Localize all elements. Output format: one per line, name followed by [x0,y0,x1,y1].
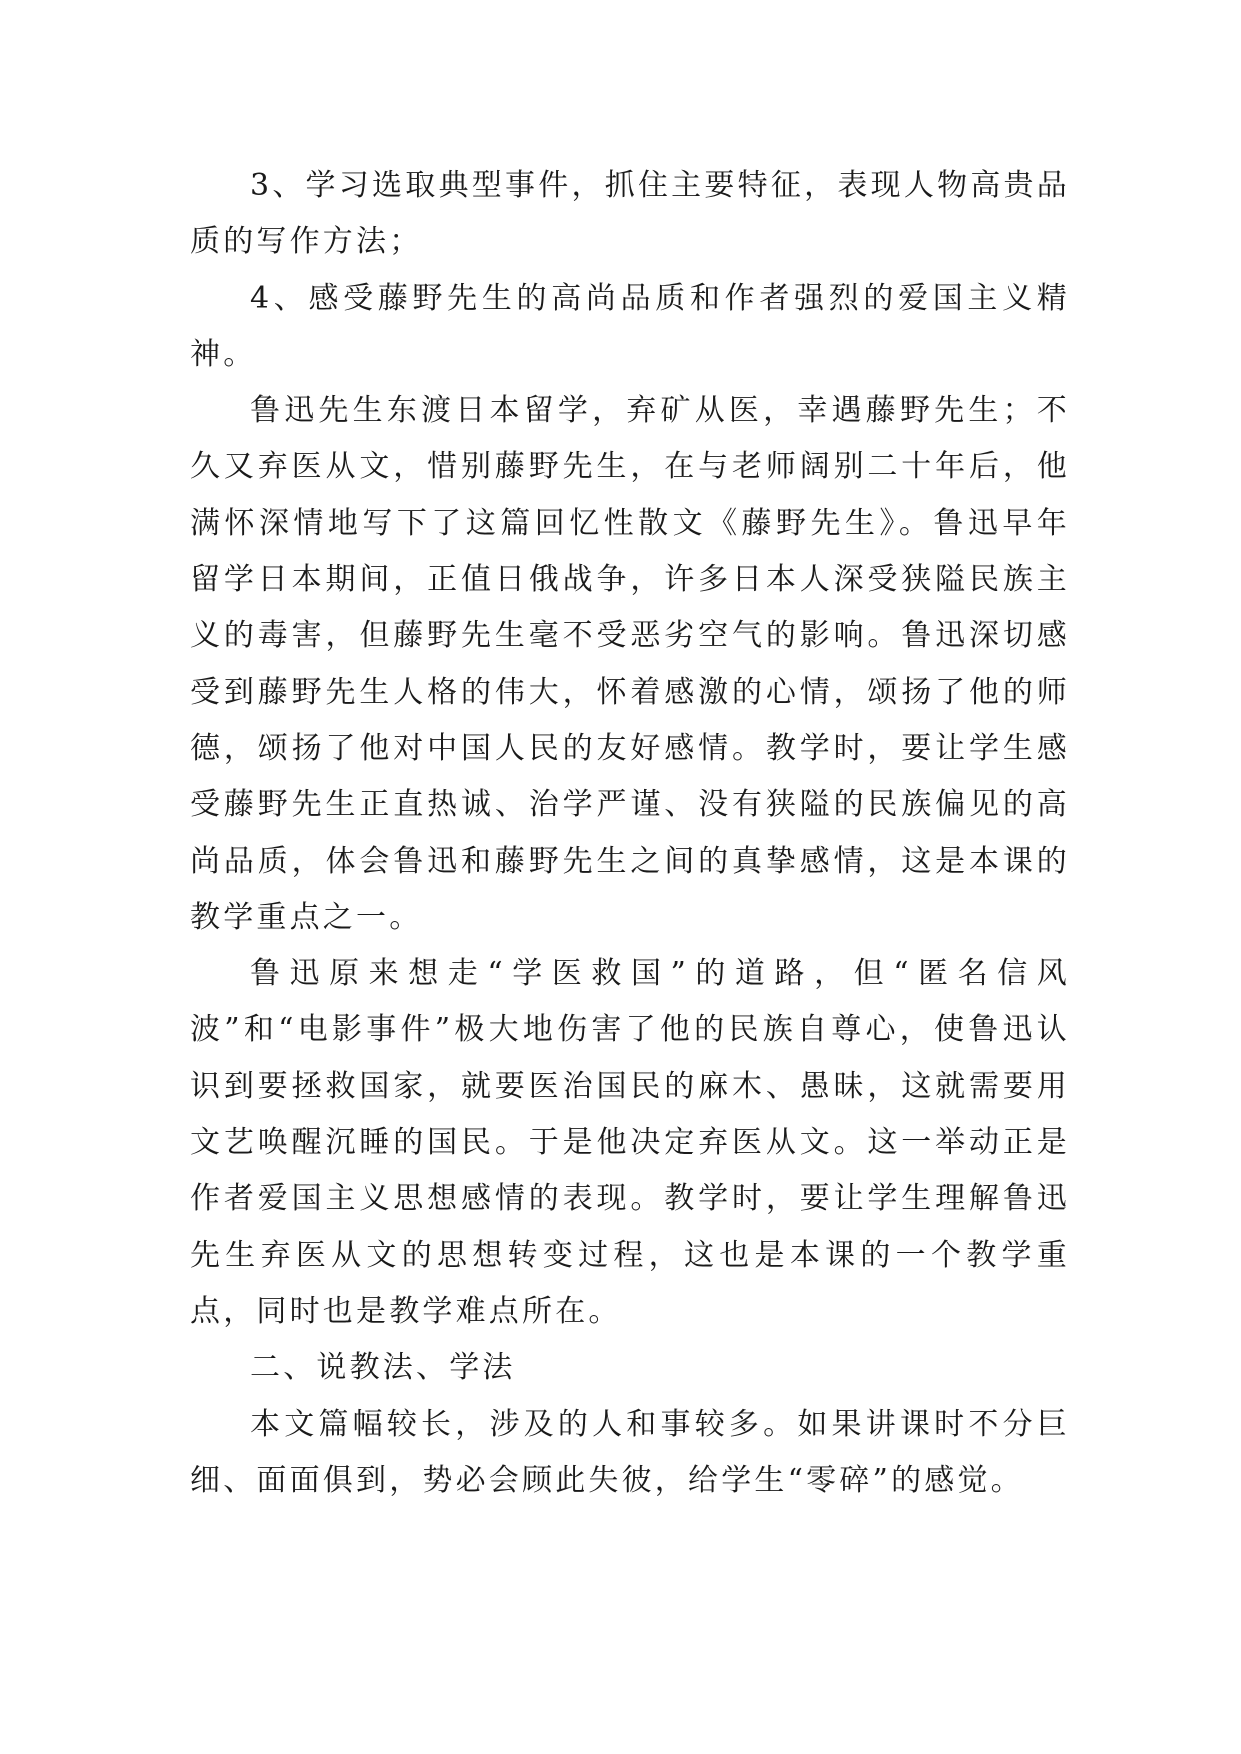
paragraph-key-point: 鲁迅原来想走“学医救国”的道路，但“匿名信风波”和“电影事件”极大地伤害了他的民族自尊心，使鲁迅认识到要拯救国家，就要医治国民的麻木、愚昧，这就需要用文艺唤醒沉睡的国民。于是他决定弃医从文。这一举动正是作者爱国主义思想感情的表现。教学时，要让学生理解鲁迅先生弃医从文的思想转变过程，这也是本课的一个教学重点，同时也是教学难点所在。 [190,956,1070,1329]
document-body [190,158,1070,1509]
paragraph-background: 鲁迅先生东渡日本留学，弃矿从医，幸遇藤野先生；不久又弃医从文，惜别藤野先生，在与老师阔别二十年后，他满怀深情地写下了这篇回忆性散文《藤野先生》。鲁迅早年留学日本期间，正值日俄战争，许多日本人深受狭隘民族主义的毒害，但藤野先生毫不受恶劣空气的影响。鲁迅深切感受到藤野先生人格的伟大，怀着感激的心情，颂扬了他的师德，颂扬了他对中国人民的友好感情。教学时，要让学生感受藤野先生正直热诚、治学严谨、没有狭隘的民族偏见的高尚品质，体会鲁迅和藤野先生之间的真挚感情，这是本课的教学重点之一。 [190,393,1070,935]
paragraph-objective-3: 3、学习选取典型事件，抓住主要特征，表现人物高贵品质的写作方法； [190,168,1070,260]
paragraph-objective-4: 4、感受藤野先生的高尚品质和作者强烈的爱国主义精神。 [190,280,1070,372]
paragraph-methods: 本文篇幅较长，涉及的人和事较多。如果讲课时不分巨细、面面俱到，势必会顾此失彼，给学生“零碎”的感觉。 [190,1406,1070,1498]
section-heading-methods: 二、说教法、学法 [250,1350,516,1386]
